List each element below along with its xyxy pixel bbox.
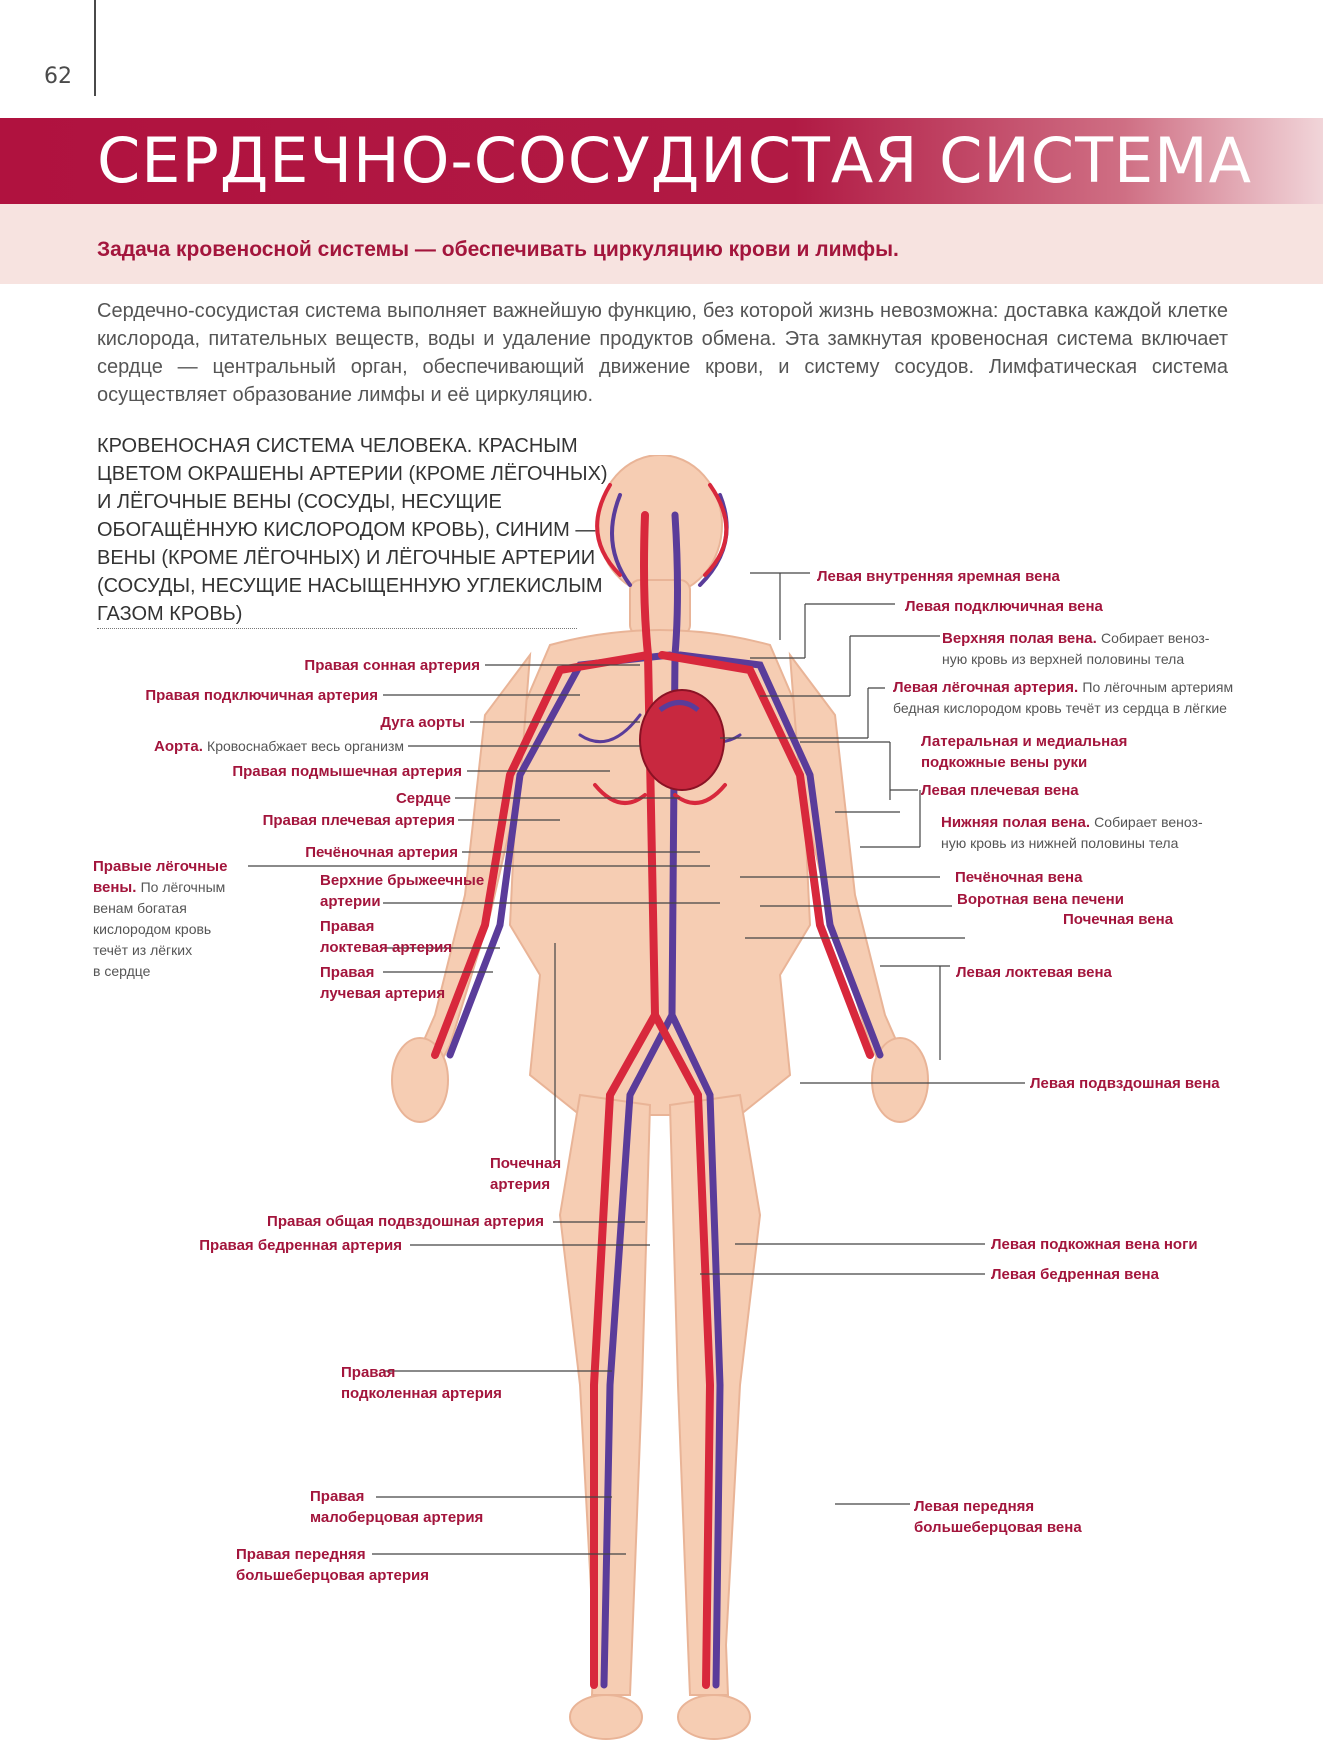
label-left-ulnar-vein: Левая локтевая вена [956, 964, 1112, 981]
label-hepatic-artery: Печёночная артерия [305, 844, 458, 861]
label-right-common-iliac-artery: Правая общая подвздошная артерия [267, 1213, 544, 1230]
label-right-brachial-artery: Правая плечевая артерия [262, 812, 455, 829]
page-rule [94, 0, 96, 96]
label-right-fibular-artery: Правая малоберцовая артерия [310, 1488, 484, 1526]
label-right-radial-artery: Правая лучевая артерия [320, 964, 446, 1002]
label-right-carotid-artery: Правая сонная артерия [304, 657, 480, 674]
label-aortic-arch: Дуга аорты [380, 714, 465, 731]
figure-caption: КРОВЕНОСНАЯ СИСТЕМА ЧЕЛОВЕКА. КРАСНЫМ ЦВЕТОМ ОКРАШЕНЫ АРТЕРИИ (КРОМЕ ЛЁГОЧНЫХ) И ЛЁГОЧНЫЕ ВЕНЫ (СОСУДЫ, НЕСУЩИЕ ОБОГАЩЁННУЮ КИСЛОРОДОМ КРОВЬ), СИНИМ — ВЕНЫ (КРОМЕ ЛЁГОЧНЫХ) И ЛЁГОЧНЫЕ АРТЕРИИ (СОСУДЫ, НЕСУЩИЕ НАСЫЩЕННУЮ УГЛЕКИСЛЫМ ГАЗОМ КРОВЬ) [97, 435, 608, 625]
label-renal-vein: Почечная вена [1063, 911, 1174, 928]
label-right-anterior-tibial-artery: Правая передняя большеберцовая артерия [236, 1546, 430, 1584]
body-silhouette [392, 455, 928, 1739]
label-superior-mesenteric-arteries: Верхние брыжеечные артерии [320, 872, 485, 910]
label-left-femoral-vein: Левая бедренная вена [991, 1266, 1159, 1283]
label-left-subclavian-vein: Левая подключичная вена [905, 598, 1103, 615]
intro-paragraph: Сердечно-сосудистая система выполняет важнейшую функцию, без которой жизнь невозможна: доставка каждой клетке кислорода, питательных веществ, воды и удаление продуктов обмена. Эта замкнутая кровеносная система включает сердце — центральный орган, обеспечивающий движение крови, и систему сосудов. Лимфатическая система осуществляет образование лимфы и её циркуляцию. [97, 300, 1228, 406]
label-right-popliteal-artery: Правая подколенная артерия [341, 1364, 502, 1402]
label-right-femoral-artery: Правая бедренная артерия [199, 1237, 402, 1254]
subtitle-band [0, 204, 1323, 284]
circulatory-system-illustration [380, 455, 940, 1755]
label-superior-vena-cava: Верхняя полая вена. Собирает веноз- ную кровь из верхней половины тела [942, 630, 1210, 667]
label-renal-artery: Почечная артерия [490, 1155, 562, 1193]
label-left-anterior-tibial-vein: Левая передняя большеберцовая вена [914, 1498, 1082, 1536]
label-heart: Сердце [395, 790, 451, 807]
label-right-subclavian-artery: Правая подключичная артерия [145, 687, 378, 704]
label-hepatic-vein: Печёночная вена [955, 869, 1083, 886]
label-left-iliac-vein: Левая подвздошная вена [1030, 1075, 1220, 1092]
page-number: 62 [44, 64, 72, 89]
page-subtitle: Задача кровеносной системы — обеспечивать циркуляцию крови и лимфы. [97, 238, 899, 261]
label-right-ulnar-artery: Правая локтевая артерия [320, 918, 453, 956]
label-right-axillary-artery: Правая подмышечная артерия [232, 763, 462, 780]
label-left-internal-jugular-vein: Левая внутренняя яремная вена [817, 568, 1060, 585]
label-right-pulmonary-veins: Правые лёгочные вены. По лёгочным венам богатая кислородом кровь течёт из лёгких в сердце [93, 858, 228, 979]
label-arm-subcutaneous-veins: Латеральная и медиальная подкожные вены руки [921, 733, 1128, 771]
page-title: СЕРДЕЧНО-СОСУДИСТАЯ СИСТЕМА [97, 124, 1253, 197]
label-inferior-vena-cava: Нижняя полая вена. Собирает веноз- ную кровь из нижней половины тела [941, 814, 1203, 851]
heart-shape [640, 690, 724, 790]
title-band [0, 118, 1323, 204]
label-portal-vein: Воротная вена печени [957, 891, 1124, 908]
label-aorta: Аорта. Кровоснабжает весь организм [154, 738, 404, 755]
label-left-brachial-vein: Левая плечевая вена [921, 782, 1079, 799]
label-left-saphenous-vein: Левая подкожная вена ноги [991, 1236, 1198, 1253]
label-left-pulmonary-artery: Левая лёгочная артерия. По лёгочным артериям бедная кислородом кровь течёт из сердца в лёгкие [893, 679, 1234, 716]
